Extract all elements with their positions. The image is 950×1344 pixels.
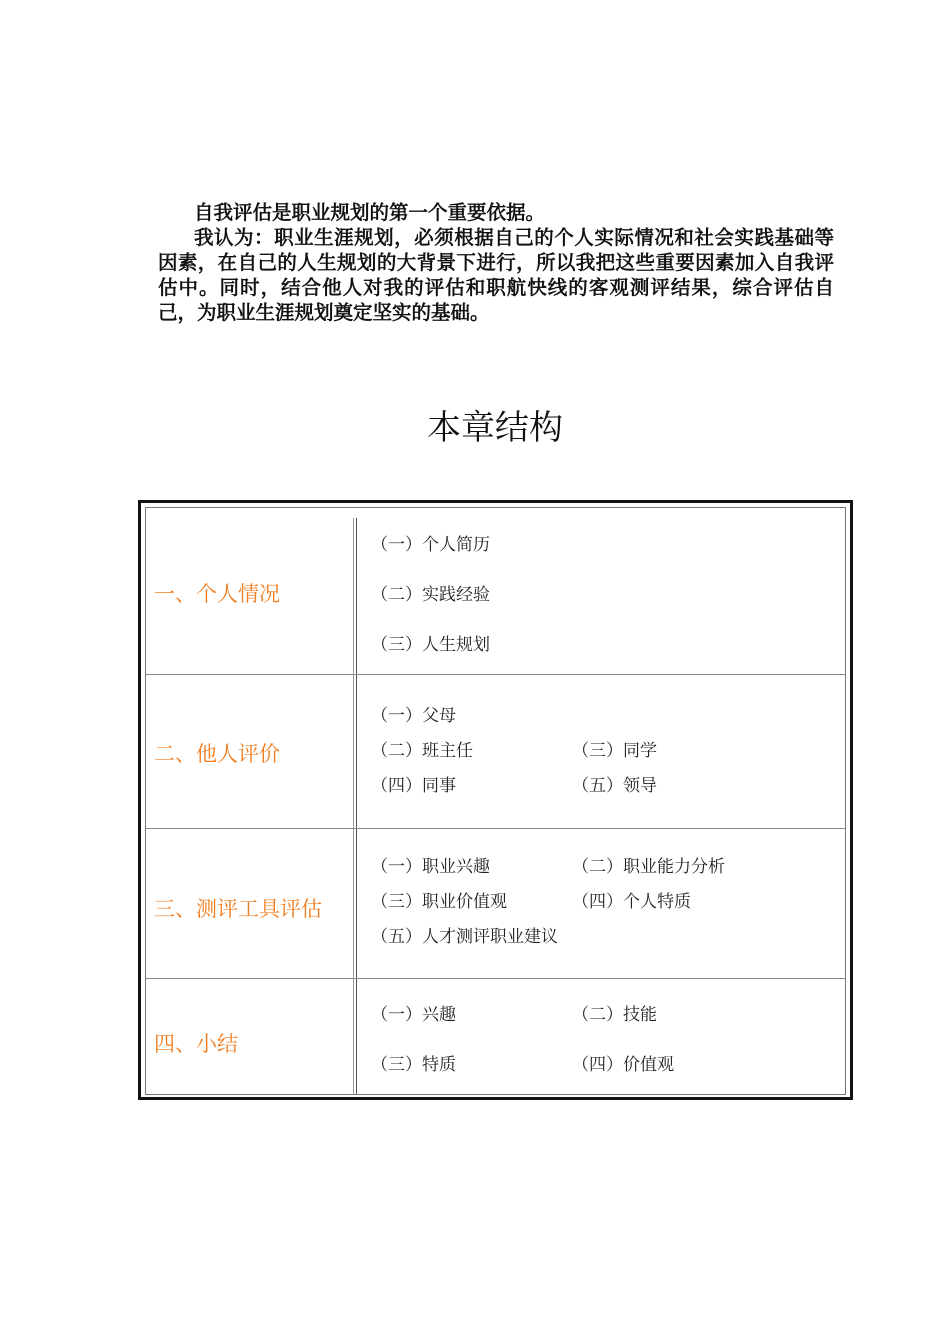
- list-item: （一）职业兴趣: [371, 857, 490, 877]
- list-item: （一）个人简历: [371, 535, 490, 555]
- intro-paragraph-2: 我认为：职业生涯规划，必须根据自己的个人实际情况和社会实践基础等因素，在自己的人生规划的大背景下进行，所以我把这些重要因素加入自我评估中。同时，结合他人对我的评估和职航快线的客观测评结果，综合评估自己，为职业生涯规划奠定坚实的基础。: [158, 226, 834, 324]
- list-item: （四）同事: [371, 776, 456, 796]
- column-divider-shadow: [353, 518, 354, 1094]
- section-heading-summary: 四、小结: [154, 1032, 238, 1056]
- section-heading-personal: 一、个人情况: [154, 582, 280, 606]
- list-item: （五）领导: [572, 776, 657, 796]
- list-item: （四）个人特质: [572, 892, 691, 912]
- section-title: 本章结构: [427, 408, 563, 448]
- list-item: （二）实践经验: [371, 585, 490, 605]
- row-divider-2: [146, 828, 845, 829]
- list-item: （一）父母: [371, 706, 456, 726]
- list-item: （二）班主任: [371, 741, 473, 761]
- list-item: （二）职业能力分析: [572, 857, 725, 877]
- list-item: （一）兴趣: [371, 1005, 456, 1025]
- intro-text: [158, 200, 834, 325]
- row-divider-1: [146, 674, 845, 675]
- section-heading-others: 二、他人评价: [154, 742, 280, 766]
- structure-table: [138, 500, 853, 1100]
- structure-table-inner: [145, 507, 846, 1095]
- column-divider: [356, 518, 357, 1094]
- intro-paragraph-1: 自我评估是职业规划的第一个重要依据。: [194, 201, 546, 224]
- list-item: （二）技能: [572, 1005, 657, 1025]
- list-item: （三）人生规划: [371, 635, 490, 655]
- row-divider-3: [146, 978, 845, 979]
- list-item: （四）价值观: [572, 1055, 674, 1075]
- list-item: （五）人才测评职业建议: [371, 927, 558, 947]
- list-item: （三）职业价值观: [371, 892, 507, 912]
- section-heading-assessment: 三、测评工具评估: [154, 897, 322, 921]
- list-item: （三）同学: [572, 741, 657, 761]
- list-item: （三）特质: [371, 1055, 456, 1075]
